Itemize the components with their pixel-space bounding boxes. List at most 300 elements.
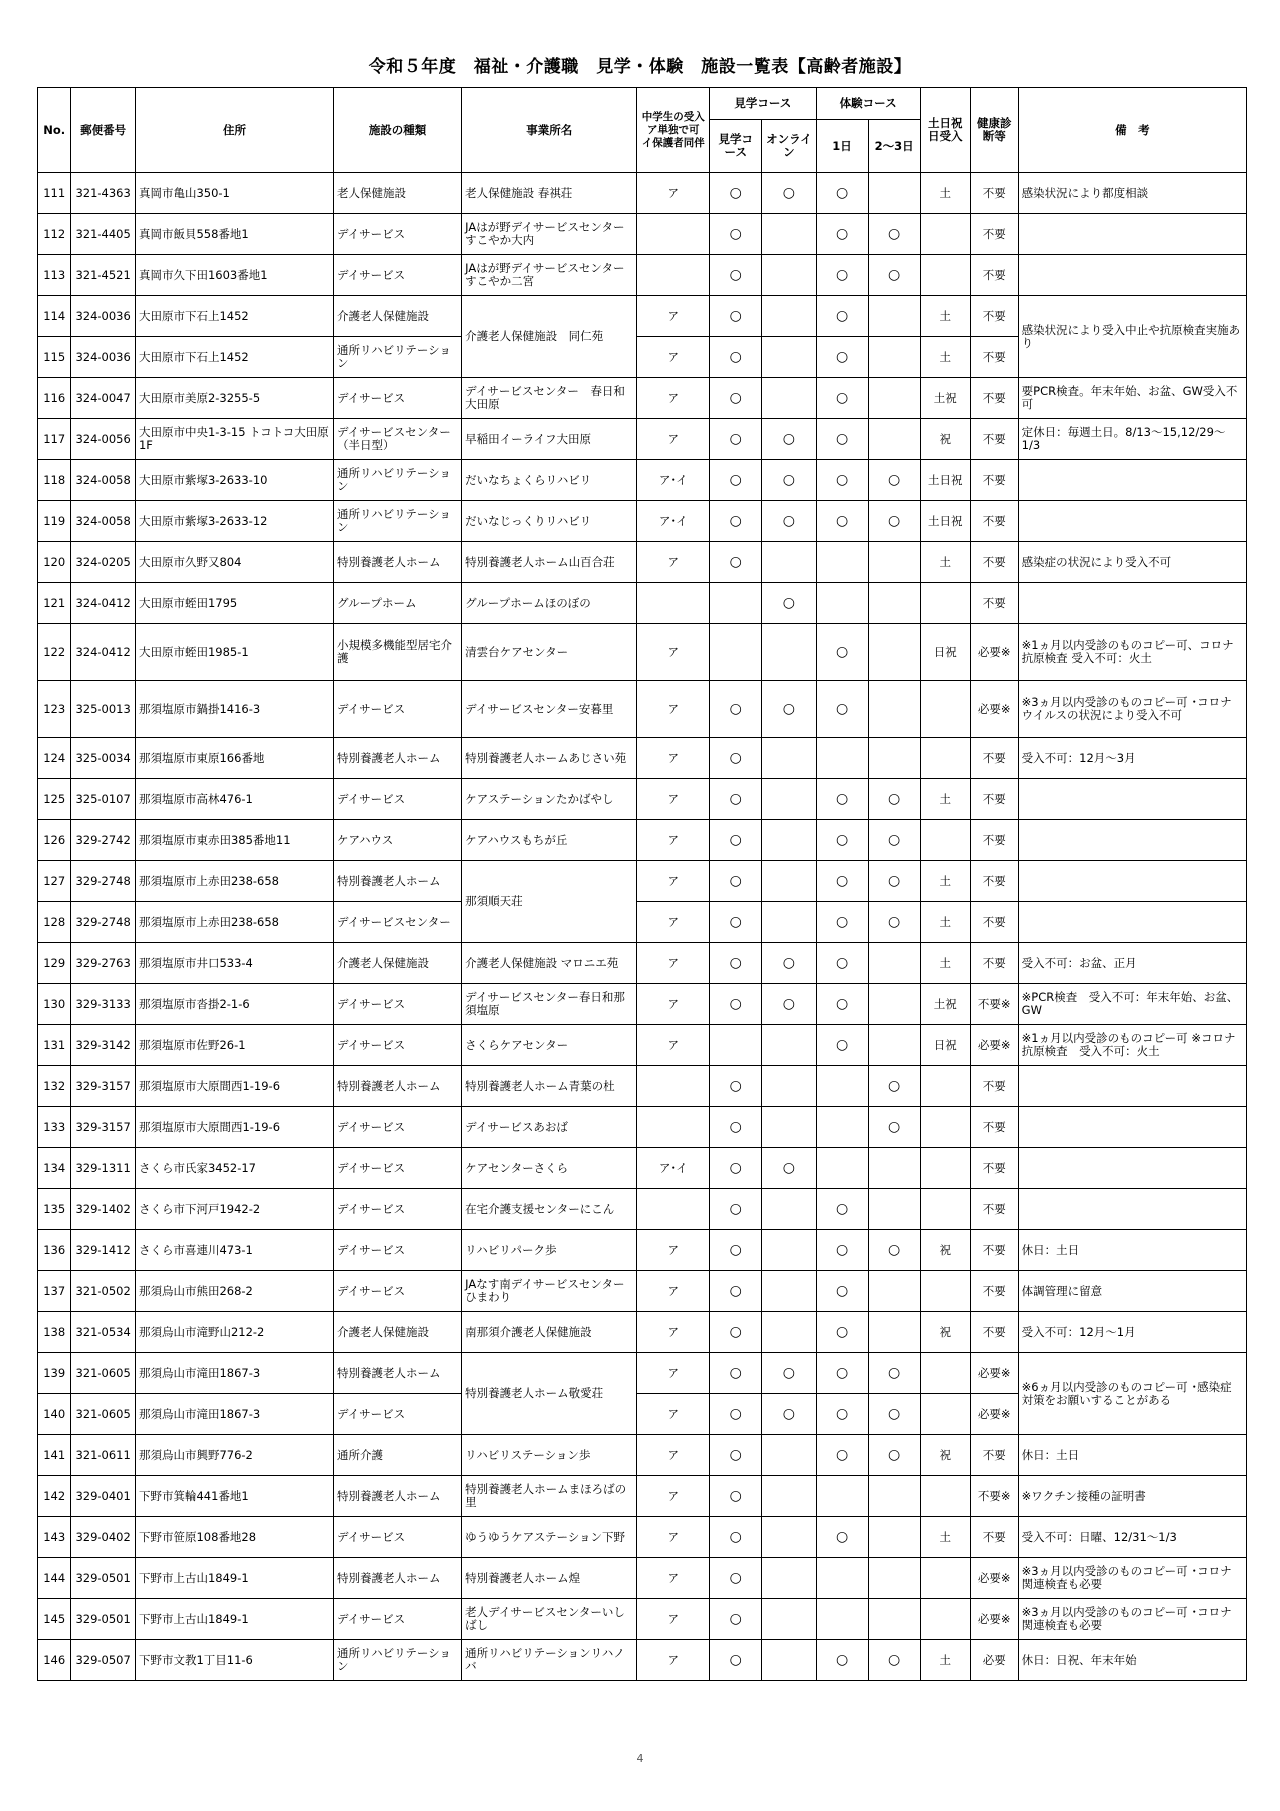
cell-d23: ○ [868, 1066, 920, 1107]
cell-remarks [1018, 214, 1246, 255]
cell-d1: ○ [816, 1271, 868, 1312]
cell-no: 130 [38, 984, 71, 1025]
header-remarks: 備 考 [1018, 88, 1246, 173]
cell-postal: 329-1402 [71, 1189, 136, 1230]
cell-remarks [1018, 583, 1246, 624]
cell-d1 [816, 1107, 868, 1148]
cell-type: デイサービス [333, 1025, 461, 1066]
cell-hol: 土祝 [920, 378, 970, 419]
cell-online: ○ [762, 460, 816, 501]
cell-d1: ○ [816, 1353, 868, 1394]
cell-d23: ○ [868, 214, 920, 255]
cell-health: 不要 [970, 214, 1018, 255]
cell-type: デイサービス [333, 1189, 461, 1230]
cell-d1: ○ [816, 419, 868, 460]
cell-postal: 321-0605 [71, 1394, 136, 1435]
cell-health: 不要 [970, 943, 1018, 984]
cell-type: 特別養護老人ホーム [333, 542, 461, 583]
cell-d1: ○ [816, 1312, 868, 1353]
cell-no: 143 [38, 1517, 71, 1558]
cell-online [762, 1517, 816, 1558]
cell-online [762, 1435, 816, 1476]
cell-office: 老人デイサービスセンターいしばし [462, 1599, 637, 1640]
cell-d1: ○ [816, 624, 868, 681]
cell-visit: ○ [710, 1230, 762, 1271]
cell-online [762, 337, 816, 378]
cell-visit: ○ [710, 1189, 762, 1230]
cell-postal: 324-0058 [71, 460, 136, 501]
cell-health: 必要※ [970, 1353, 1018, 1394]
cell-minor: ア [637, 902, 710, 943]
cell-d1: ○ [816, 1435, 868, 1476]
cell-health: 不要 [970, 861, 1018, 902]
cell-visit: ○ [710, 1148, 762, 1189]
cell-health: 不要 [970, 296, 1018, 337]
cell-online [762, 820, 816, 861]
cell-visit: ○ [710, 460, 762, 501]
cell-remarks: 受入不可：お盆、正月 [1018, 943, 1246, 984]
cell-online [762, 1640, 816, 1681]
table-row [38, 296, 1247, 337]
cell-remarks [1018, 861, 1246, 902]
cell-postal: 325-0034 [71, 738, 136, 779]
cell-remarks: 定休日：毎週土日。8/13〜15,12/29〜1/3 [1018, 419, 1246, 460]
cell-address: 真岡市久下田1603番地1 [135, 255, 333, 296]
table-row [38, 1271, 1247, 1312]
cell-d23 [868, 378, 920, 419]
cell-hol [920, 583, 970, 624]
cell-no: 116 [38, 378, 71, 419]
table-row [38, 460, 1247, 501]
cell-remarks [1018, 1148, 1246, 1189]
cell-type: 通所リハビリテーション [333, 460, 461, 501]
cell-hol: 土 [920, 1640, 970, 1681]
cell-postal: 329-2742 [71, 820, 136, 861]
table-row [38, 1476, 1247, 1517]
cell-online: ○ [762, 173, 816, 214]
cell-type: デイサービス [333, 1517, 461, 1558]
cell-d23: ○ [868, 1394, 920, 1435]
cell-minor: ア [637, 1230, 710, 1271]
cell-no: 137 [38, 1271, 71, 1312]
cell-online: ○ [762, 501, 816, 542]
cell-type: ケアハウス [333, 820, 461, 861]
cell-health: 必要※ [970, 1394, 1018, 1435]
cell-minor: ア [637, 820, 710, 861]
cell-hol [920, 1394, 970, 1435]
cell-minor [637, 255, 710, 296]
cell-address: 真岡市飯貝558番地1 [135, 214, 333, 255]
cell-remarks: ※1ヵ月以内受診のものコピー可 ※コロナ抗原検査 受入不可：火土 [1018, 1025, 1246, 1066]
cell-d23 [868, 943, 920, 984]
cell-office: ゆうゆうケアステーション下野 [462, 1517, 637, 1558]
cell-d1: ○ [816, 1640, 868, 1681]
cell-visit: ○ [710, 542, 762, 583]
cell-office: 特別養護老人ホームあじさい苑 [462, 738, 637, 779]
cell-visit: ○ [710, 419, 762, 460]
cell-d23 [868, 1189, 920, 1230]
cell-office: ケアステーションたかばやし [462, 779, 637, 820]
cell-visit: ○ [710, 1640, 762, 1681]
cell-office: 早稲田イーライフ大田原 [462, 419, 637, 460]
cell-d23: ○ [868, 820, 920, 861]
cell-online [762, 214, 816, 255]
table-row [38, 214, 1247, 255]
cell-d23: ○ [868, 460, 920, 501]
header-type: 施設の種類 [333, 88, 461, 173]
cell-office: だいなちょくらリハビリ [462, 460, 637, 501]
cell-minor [637, 1189, 710, 1230]
cell-d1 [816, 1066, 868, 1107]
cell-no: 140 [38, 1394, 71, 1435]
cell-visit: ○ [710, 1107, 762, 1148]
cell-health: 不要 [970, 378, 1018, 419]
cell-visit: ○ [710, 173, 762, 214]
cell-remarks: 体調管理に留意 [1018, 1271, 1246, 1312]
cell-d23 [868, 1476, 920, 1517]
cell-no: 122 [38, 624, 71, 681]
cell-type: デイサービス [333, 1394, 461, 1435]
cell-online [762, 738, 816, 779]
cell-online [762, 1066, 816, 1107]
cell-remarks: 休日：土日 [1018, 1435, 1246, 1476]
cell-d23: ○ [868, 779, 920, 820]
cell-d1 [816, 1476, 868, 1517]
cell-visit: ○ [710, 902, 762, 943]
cell-office: ケアセンターさくら [462, 1148, 637, 1189]
cell-hol: 祝 [920, 1230, 970, 1271]
cell-type: デイサービス [333, 779, 461, 820]
cell-health: 不要 [970, 419, 1018, 460]
cell-d1: ○ [816, 214, 868, 255]
cell-d23 [868, 583, 920, 624]
cell-visit: ○ [710, 1599, 762, 1640]
cell-postal: 324-0058 [71, 501, 136, 542]
cell-d23: ○ [868, 1640, 920, 1681]
table-row [38, 943, 1247, 984]
cell-health: 不要 [970, 1066, 1018, 1107]
cell-d1: ○ [816, 255, 868, 296]
header-minor: 中学生の受入 ア単独で可 イ保護者同伴 [637, 88, 710, 173]
cell-type: 通所リハビリテーション [333, 501, 461, 542]
cell-address: 那須塩原市佐野26-1 [135, 1025, 333, 1066]
cell-hol [920, 255, 970, 296]
cell-minor: ア･イ [637, 501, 710, 542]
cell-remarks: ※1ヵ月以内受診のものコピー可、コロナ抗原検査 受入不可：火土 [1018, 624, 1246, 681]
header-holiday: 土日祝日受入 [920, 88, 970, 173]
cell-no: 125 [38, 779, 71, 820]
cell-minor: ア [637, 984, 710, 1025]
cell-visit [710, 1025, 762, 1066]
cell-health: 必要 [970, 1640, 1018, 1681]
table-row [38, 173, 1247, 214]
cell-d23 [868, 1025, 920, 1066]
cell-d23 [868, 542, 920, 583]
cell-no: 124 [38, 738, 71, 779]
cell-health: 不要 [970, 1517, 1018, 1558]
cell-no: 146 [38, 1640, 71, 1681]
cell-minor: ア [637, 624, 710, 681]
cell-office: 介護老人保健施設 マロニエ苑 [462, 943, 637, 984]
cell-minor: ア [637, 337, 710, 378]
table-row [38, 624, 1247, 681]
cell-no: 119 [38, 501, 71, 542]
cell-no: 133 [38, 1107, 71, 1148]
cell-remarks: ※6ヵ月以内受診のものコピー可 ･感染症対策をお願いすることがある [1018, 1353, 1246, 1435]
cell-minor [637, 1066, 710, 1107]
cell-visit [710, 583, 762, 624]
cell-office: グループホームほのぼの [462, 583, 637, 624]
cell-d1: ○ [816, 984, 868, 1025]
cell-type: 老人保健施設 [333, 173, 461, 214]
cell-health: 不要※ [970, 1476, 1018, 1517]
cell-visit: ○ [710, 943, 762, 984]
cell-minor: ア [637, 779, 710, 820]
cell-type: 介護老人保健施設 [333, 296, 461, 337]
cell-address: 真岡市亀山350-1 [135, 173, 333, 214]
cell-online [762, 624, 816, 681]
cell-minor: ア [637, 542, 710, 583]
table-row [38, 779, 1247, 820]
cell-visit: ○ [710, 1312, 762, 1353]
cell-no: 135 [38, 1189, 71, 1230]
cell-office: 南那須介護老人保健施設 [462, 1312, 637, 1353]
cell-d1 [816, 1599, 868, 1640]
cell-no: 112 [38, 214, 71, 255]
cell-visit: ○ [710, 296, 762, 337]
cell-postal: 321-4363 [71, 173, 136, 214]
cell-health: 不要 [970, 1230, 1018, 1271]
cell-hol: 土日祝 [920, 460, 970, 501]
cell-d23: ○ [868, 861, 920, 902]
cell-online: ○ [762, 943, 816, 984]
cell-type: 通所リハビリテーション [333, 1640, 461, 1681]
cell-hol [920, 1599, 970, 1640]
cell-address: 那須塩原市上赤田238-658 [135, 861, 333, 902]
cell-minor: ア [637, 1025, 710, 1066]
cell-remarks [1018, 779, 1246, 820]
cell-visit: ○ [710, 501, 762, 542]
cell-address: 那須烏山市滝田1867-3 [135, 1353, 333, 1394]
cell-d23 [868, 1271, 920, 1312]
cell-d23 [868, 738, 920, 779]
cell-health: 不要 [970, 1107, 1018, 1148]
cell-postal: 329-2763 [71, 943, 136, 984]
cell-online: ○ [762, 984, 816, 1025]
cell-online [762, 1558, 816, 1599]
table-row [38, 984, 1247, 1025]
cell-remarks: ※3ヵ月以内受診のものコピー可 ･コロナ関連検査も必要 [1018, 1599, 1246, 1640]
cell-no: 117 [38, 419, 71, 460]
page-title: 令和５年度 福祉・介護職 見学・体験 施設一覧表【高齢者施設】 [368, 57, 912, 77]
cell-online: ○ [762, 583, 816, 624]
cell-type: 特別養護老人ホーム [333, 1353, 461, 1394]
header-health: 健康診断等 [970, 88, 1018, 173]
cell-office: だいなじっくりリハビリ [462, 501, 637, 542]
cell-minor: ア [637, 1558, 710, 1599]
cell-remarks: 受入不可：12月〜3月 [1018, 738, 1246, 779]
cell-visit: ○ [710, 1558, 762, 1599]
cell-no: 139 [38, 1353, 71, 1394]
cell-d1: ○ [816, 173, 868, 214]
cell-visit: ○ [710, 1066, 762, 1107]
header-visit-course: 見学コース [710, 88, 816, 120]
cell-no: 120 [38, 542, 71, 583]
cell-health: 不要 [970, 255, 1018, 296]
cell-address: 大田原市蛭田1795 [135, 583, 333, 624]
cell-d23 [868, 1517, 920, 1558]
cell-d1: ○ [816, 337, 868, 378]
cell-type: デイサービス [333, 681, 461, 738]
cell-health: 不要 [970, 1312, 1018, 1353]
table-row [38, 1107, 1247, 1148]
cell-online: ○ [762, 1394, 816, 1435]
cell-minor: ア･イ [637, 460, 710, 501]
cell-no: 129 [38, 943, 71, 984]
table-row [38, 861, 1247, 902]
table-row [38, 542, 1247, 583]
cell-no: 126 [38, 820, 71, 861]
cell-online [762, 1312, 816, 1353]
cell-office: JAはが野デイサービスセンターすこやか二宮 [462, 255, 637, 296]
cell-d1: ○ [816, 296, 868, 337]
cell-office: 特別養護老人ホーム山百合荘 [462, 542, 637, 583]
cell-address: 那須塩原市井口533-4 [135, 943, 333, 984]
cell-online [762, 779, 816, 820]
cell-address: さくら市氏家3452-17 [135, 1148, 333, 1189]
cell-visit: ○ [710, 1517, 762, 1558]
cell-d23 [868, 624, 920, 681]
cell-online [762, 296, 816, 337]
cell-d23 [868, 419, 920, 460]
cell-remarks: 受入不可：日曜、12/31〜1/3 [1018, 1517, 1246, 1558]
cell-type: デイサービス [333, 378, 461, 419]
cell-d1: ○ [816, 861, 868, 902]
cell-office: 在宅介護支援センターにこん [462, 1189, 637, 1230]
cell-visit: ○ [710, 820, 762, 861]
cell-no: 132 [38, 1066, 71, 1107]
cell-type: グループホーム [333, 583, 461, 624]
cell-d23 [868, 296, 920, 337]
cell-address: 那須塩原市沓掛2-1-6 [135, 984, 333, 1025]
cell-visit: ○ [710, 337, 762, 378]
cell-d1: ○ [816, 1517, 868, 1558]
cell-postal: 329-0401 [71, 1476, 136, 1517]
cell-office: デイサービスセンター安暮里 [462, 681, 637, 738]
cell-d23: ○ [868, 1230, 920, 1271]
cell-d1 [816, 583, 868, 624]
cell-d23: ○ [868, 255, 920, 296]
table-row [38, 378, 1247, 419]
cell-d1: ○ [816, 820, 868, 861]
cell-postal: 329-2748 [71, 861, 136, 902]
cell-health: 必要※ [970, 1599, 1018, 1640]
cell-minor: ア [637, 681, 710, 738]
cell-postal: 324-0412 [71, 583, 136, 624]
cell-office: リハビリパーク歩 [462, 1230, 637, 1271]
cell-minor: ア [637, 1640, 710, 1681]
cell-address: 那須塩原市東赤田385番地11 [135, 820, 333, 861]
cell-type: 特別養護老人ホーム [333, 1066, 461, 1107]
header-office: 事業所名 [462, 88, 637, 173]
cell-no: 127 [38, 861, 71, 902]
cell-hol: 祝 [920, 1312, 970, 1353]
cell-minor: ア [637, 1599, 710, 1640]
cell-minor: ア [637, 173, 710, 214]
table-row [38, 902, 1247, 943]
cell-address: 那須塩原市大原間西1-19-6 [135, 1107, 333, 1148]
cell-postal: 329-3142 [71, 1025, 136, 1066]
table-row [38, 1640, 1247, 1681]
cell-postal: 321-0534 [71, 1312, 136, 1353]
cell-postal: 324-0036 [71, 337, 136, 378]
cell-remarks: 休日：日祝、年末年始 [1018, 1640, 1246, 1681]
cell-postal: 321-4405 [71, 214, 136, 255]
page-number: 4 [636, 1752, 644, 1765]
cell-address: さくら市下河戸1942-2 [135, 1189, 333, 1230]
cell-health: 必要※ [970, 624, 1018, 681]
cell-online [762, 255, 816, 296]
cell-hol: 土 [920, 779, 970, 820]
cell-hol [920, 1148, 970, 1189]
cell-health: 不要 [970, 501, 1018, 542]
cell-minor: ア [637, 943, 710, 984]
cell-hol [920, 820, 970, 861]
cell-type: デイサービス [333, 984, 461, 1025]
cell-address: 下野市笹原108番地28 [135, 1517, 333, 1558]
cell-visit: ○ [710, 681, 762, 738]
cell-d1 [816, 1148, 868, 1189]
cell-type: 特別養護老人ホーム [333, 738, 461, 779]
cell-hol [920, 214, 970, 255]
cell-hol: 祝 [920, 419, 970, 460]
cell-health: 不要 [970, 738, 1018, 779]
cell-type: 通所リハビリテーション [333, 337, 461, 378]
cell-office: デイサービスあおば [462, 1107, 637, 1148]
cell-online: ○ [762, 419, 816, 460]
cell-hol: 土 [920, 296, 970, 337]
cell-hol: 土 [920, 542, 970, 583]
cell-address: 下野市文教1丁目11-6 [135, 1640, 333, 1681]
cell-visit: ○ [710, 1353, 762, 1394]
cell-d1: ○ [816, 681, 868, 738]
cell-d23 [868, 1148, 920, 1189]
cell-d23 [868, 1599, 920, 1640]
cell-address: 那須塩原市高林476-1 [135, 779, 333, 820]
cell-health: 不要※ [970, 984, 1018, 1025]
cell-d1 [816, 542, 868, 583]
table-row [38, 1353, 1247, 1394]
cell-remarks [1018, 902, 1246, 943]
cell-d23: ○ [868, 501, 920, 542]
cell-no: 115 [38, 337, 71, 378]
cell-hol [920, 1189, 970, 1230]
table-row [38, 1599, 1247, 1640]
cell-remarks: 要PCR検査。年末年始、お盆、GW受入不可 [1018, 378, 1246, 419]
cell-office: リハビリステーション歩 [462, 1435, 637, 1476]
cell-d1: ○ [816, 1394, 868, 1435]
cell-minor: ア [637, 1353, 710, 1394]
cell-d23 [868, 337, 920, 378]
cell-d23: ○ [868, 1435, 920, 1476]
cell-type: 小規模多機能型居宅介護 [333, 624, 461, 681]
cell-d23 [868, 1558, 920, 1599]
cell-remarks [1018, 501, 1246, 542]
cell-no: 144 [38, 1558, 71, 1599]
cell-d1 [816, 1558, 868, 1599]
cell-no: 131 [38, 1025, 71, 1066]
cell-remarks: ※PCR検査 受入不可：年末年始、お盆、GW [1018, 984, 1246, 1025]
